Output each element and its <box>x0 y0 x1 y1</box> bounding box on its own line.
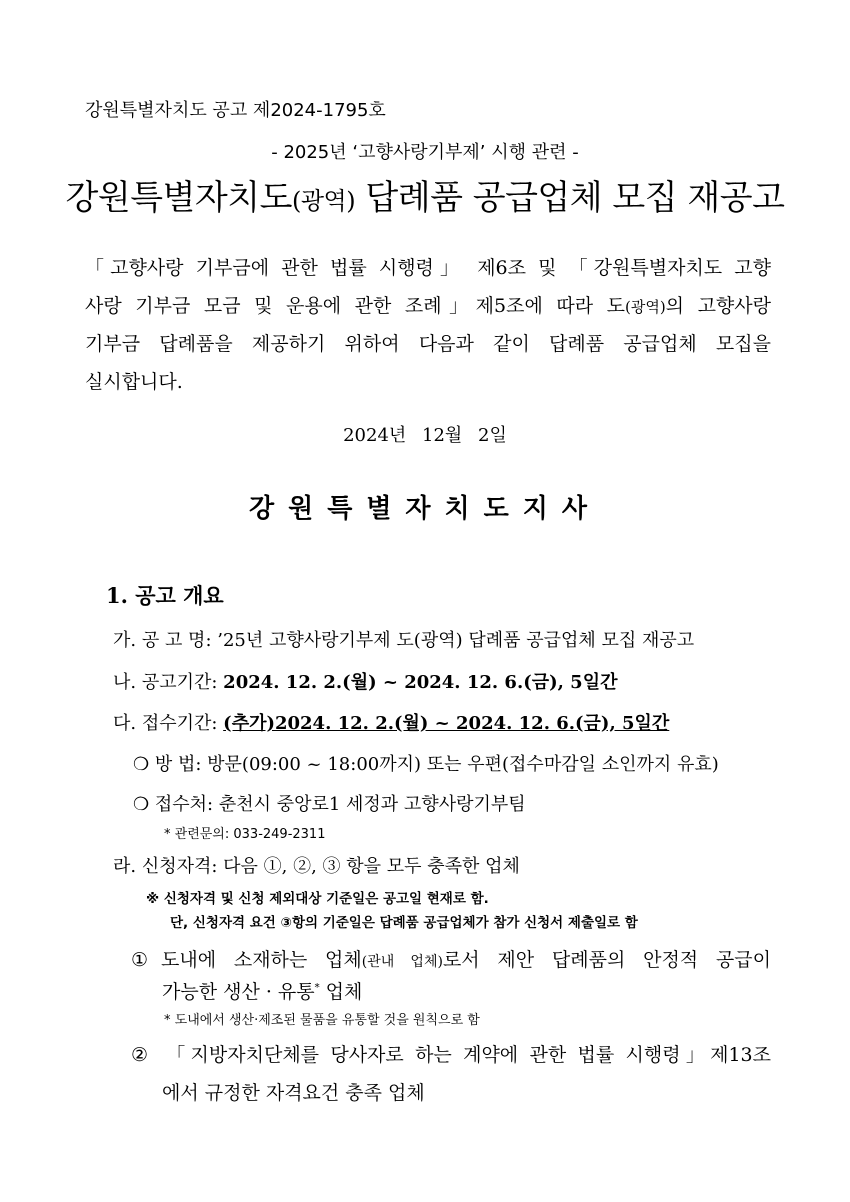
intro-line-3: 기부금 답례품을 제공하기 위하여 다음과 같이 답례품 공급업체 모집을 <box>85 333 771 355</box>
condition-1-marker: ① <box>131 949 149 971</box>
item-notice-period-label: 나. 공고기간: <box>113 672 224 693</box>
intro-line-2-before: 사랑 기부금 모금 및 운용에 관한 조례」제5조에 따라 도 <box>85 295 625 317</box>
condition-2-line-1 <box>131 1040 771 1067</box>
bullet-icon: ❍ <box>133 754 150 775</box>
intro-line-2-after: 의 고향사랑 <box>665 295 771 317</box>
receipt-office-label: 접수처: <box>149 794 219 815</box>
receipt-method-label: 방 법: <box>149 754 208 775</box>
condition-1-line-2-after: 업체 <box>319 981 363 1003</box>
condition-2-marker: ② <box>131 1044 149 1066</box>
item-notice-name <box>113 626 694 652</box>
condition-1-after: 로서 제안 답례품의 안정적 공급이 <box>442 949 771 971</box>
receipt-method <box>133 750 719 776</box>
eligibility-warning-1: ※ 신청자격 및 신청 제외대상 기준일은 공고일 현재로 함. <box>146 891 489 907</box>
signer: 강원특별자치도지사 <box>248 494 602 524</box>
item-eligibility <box>113 852 520 878</box>
condition-1-small: (관내 업체) <box>361 954 443 970</box>
eligibility-warning-2: 단, 신청자격 요건 ③항의 기준일은 답례품 공급업체가 참가 신청서 제출일로 함 <box>170 915 638 931</box>
title-small: (광역) <box>291 187 356 215</box>
condition-2-line-2: 에서 규정한 자격요건 충족 업체 <box>162 1082 425 1104</box>
subtitle: - 2025년 ‘고향사랑기부제’ 시행 관련 - <box>271 142 579 163</box>
intro-line-4: 실시합니다. <box>85 371 183 393</box>
receipt-method-value: 방문(09:00 ~ 18:00까지) 또는 우편(접수마감일 소인까지 유효) <box>207 754 719 775</box>
item-receipt-period <box>113 709 669 735</box>
condition-2-line-1-text: 「지방자치단체를 당사자로 하는 계약에 관한 법률 시행령」제13조 <box>161 1044 771 1066</box>
bullet-icon: ❍ <box>133 794 150 815</box>
intro-line-2 <box>85 291 771 318</box>
page-title <box>0 170 850 219</box>
condition-1-note: * 도내에서 생산·제조된 물품을 유통할 것을 원칙으로 함 <box>164 1013 480 1028</box>
contact-note: * 관련문의: 033-249-2311 <box>164 827 326 842</box>
item-eligibility-value: 다음 ①, ②, ③ 항을 모두 충족한 업체 <box>223 856 520 877</box>
section-heading: 1. 공고 개요 <box>106 583 224 608</box>
item-notice-name-label: 가. 공 고 명: <box>113 630 218 651</box>
item-receipt-period-value: (추가)2024. 12. 2.(월) ~ 2024. 12. 6.(금), 5일간 <box>223 713 670 734</box>
item-eligibility-label: 라. 신청자격: <box>113 856 224 877</box>
notice-date: 2024년 12월 2일 <box>343 425 507 446</box>
notice-number: 강원특별자치도 공고 제2024-1795호 <box>85 100 386 121</box>
title-main-before: 강원특별자치도 <box>65 178 292 218</box>
condition-1-line-2-text: 가능한 생산 · 유통 <box>162 981 315 1003</box>
item-notice-period-value: 2024. 12. 2.(월) ~ 2024. 12. 6.(금), 5일간 <box>223 672 618 693</box>
intro-line-2-small: (광역) <box>624 298 666 316</box>
title-main-after: 답례품 공급업체 모집 재공고 <box>355 178 785 218</box>
condition-1-line-2 <box>162 977 362 1004</box>
receipt-office-value: 춘천시 중앙로1 세정과 고향사랑기부팀 <box>218 794 526 815</box>
item-receipt-period-label: 다. 접수기간: <box>113 713 224 734</box>
condition-1-footnote-mark: * <box>314 982 320 994</box>
item-notice-period <box>113 668 617 694</box>
item-notice-name-value: ’25년 고향사랑기부제 도(광역) 답례품 공급업체 모집 재공고 <box>217 630 695 651</box>
intro-line-1: 「고향사랑 기부금에 관한 법률 시행령」 제6조 및 「강원특별자치도 고향 <box>85 257 771 279</box>
condition-1-line-1 <box>131 945 771 972</box>
receipt-office <box>133 790 526 816</box>
condition-1-before: 도내에 소재하는 업체 <box>161 949 362 971</box>
